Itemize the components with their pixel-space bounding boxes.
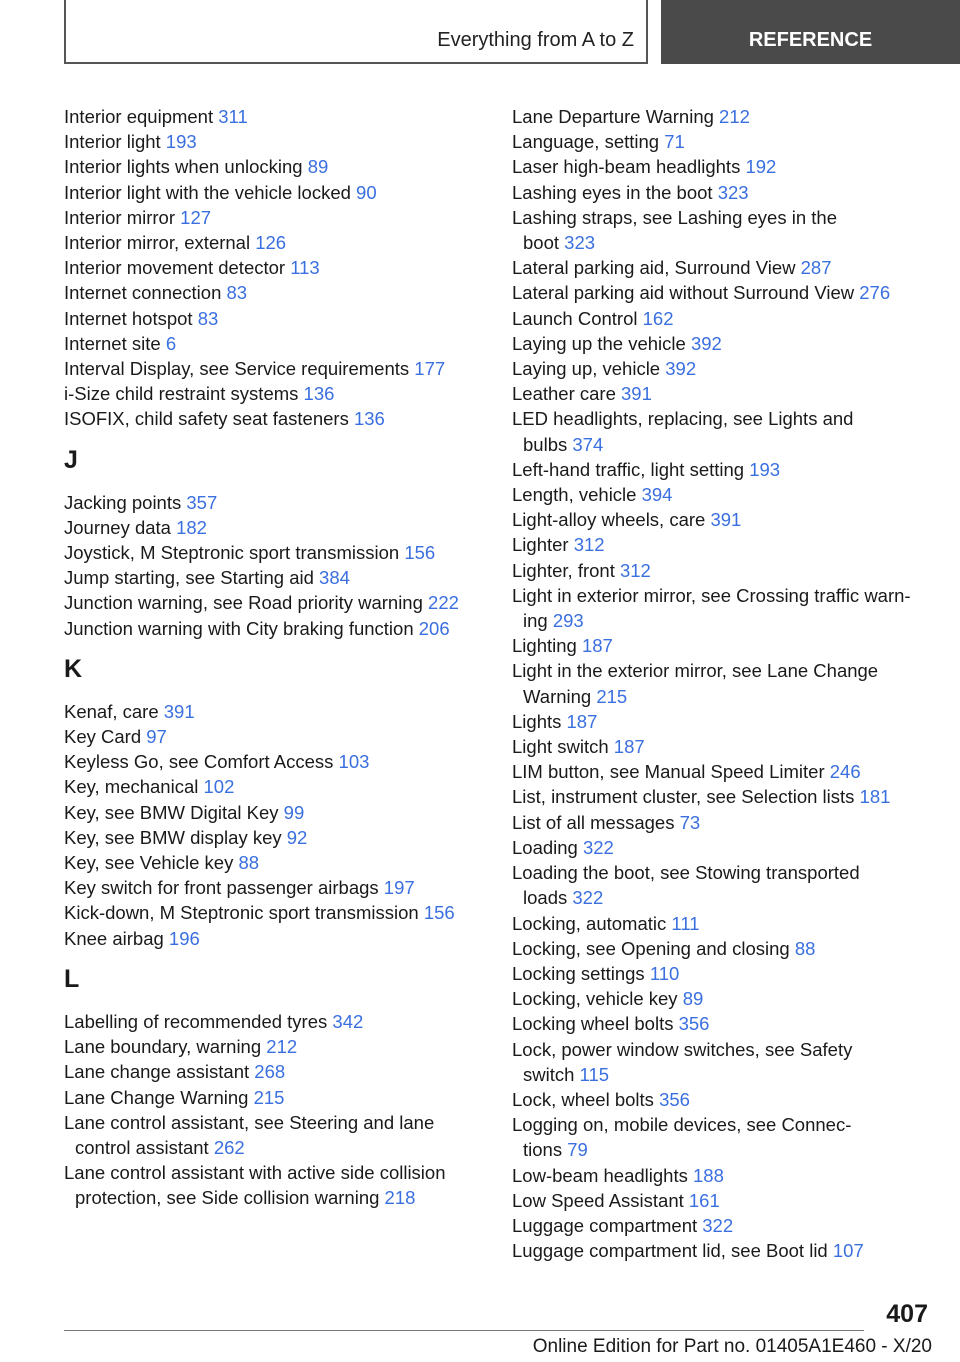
index-page-link[interactable]: 276 — [859, 282, 891, 304]
index-entry-term: Light switch — [512, 736, 609, 758]
index-page-link[interactable]: 73 — [679, 811, 701, 833]
index-page-link[interactable]: 192 — [745, 156, 777, 178]
index-page-link[interactable]: 111 — [671, 912, 700, 934]
index-entry — [64, 331, 484, 356]
index-page-link[interactable]: 187 — [566, 710, 598, 732]
index-page-link[interactable]: 103 — [338, 751, 370, 773]
index-entry-term: List, instrument cluster, see Selection lists — [512, 786, 855, 808]
index-entry-term: Light in the exterior mirror, see Lane Change — [512, 660, 879, 682]
index-entry-term: Logging on, mobile devices, see Connec- — [512, 1114, 852, 1136]
index-page-link[interactable]: 90 — [356, 181, 377, 203]
index-entry — [64, 699, 484, 724]
index-page-link[interactable]: 312 — [619, 559, 651, 581]
index-entry — [64, 306, 484, 331]
index-entry-term: Locking, see Opening and closing — [512, 937, 790, 959]
index-entry — [64, 104, 484, 129]
index-entry-term: Laser high-beam headlights — [512, 156, 741, 178]
index-page-link[interactable]: 83 — [197, 307, 219, 329]
index-entry — [64, 1034, 484, 1059]
index-entry — [64, 590, 484, 615]
index-entry — [512, 507, 932, 532]
index-entry — [512, 986, 932, 1011]
index-entry — [512, 104, 932, 129]
index-entry — [512, 709, 932, 734]
index-page-link[interactable]: 89 — [682, 988, 704, 1010]
index-entry — [64, 565, 484, 590]
page-number: 407 — [886, 1300, 928, 1328]
index-entry-term: Labelling of recommended tyres — [64, 1010, 328, 1032]
index-page-link[interactable]: 293 — [552, 610, 584, 632]
index-entry — [512, 1112, 932, 1162]
index-section-letter: J — [64, 445, 78, 474]
index-entry — [512, 658, 932, 708]
index-page-link[interactable]: 222 — [428, 592, 459, 614]
index-entry — [512, 1188, 932, 1213]
index-entry-term: Laying up the vehicle — [512, 332, 686, 354]
index-section-letter: K — [64, 654, 83, 683]
index-page-link[interactable]: 287 — [800, 257, 832, 279]
index-entry-term: Jacking points — [64, 491, 182, 513]
index-page-link[interactable]: 107 — [832, 1240, 864, 1262]
index-column-right — [512, 104, 932, 1263]
index-page-link[interactable]: 322 — [582, 836, 614, 858]
index-page-link[interactable]: 161 — [688, 1189, 720, 1211]
index-page-link[interactable]: 88 — [794, 937, 816, 959]
index-entry — [512, 936, 932, 961]
index-entry-term: Lateral parking aid, Surround View — [512, 257, 796, 279]
index-entry — [64, 749, 484, 774]
index-entry — [512, 835, 932, 860]
index-entry-term: Locking, automatic — [512, 912, 667, 934]
index-page-link[interactable]: 83 — [226, 282, 248, 304]
index-entry-term: Lock, wheel bolts — [512, 1088, 654, 1110]
index-entry-term: Key, see BMW display key — [64, 826, 282, 848]
index-page-link[interactable]: 193 — [749, 458, 781, 480]
index-page-link[interactable]: 99 — [283, 801, 305, 823]
index-page-link[interactable]: 113 — [290, 257, 320, 279]
index-entry-term: Key, mechanical — [64, 776, 199, 798]
index-entry — [512, 1163, 932, 1188]
index-page-link[interactable]: 392 — [690, 332, 722, 354]
index-page-link[interactable]: 92 — [286, 826, 308, 848]
index-entry — [512, 911, 932, 936]
index-page-link[interactable]: 356 — [678, 1013, 710, 1035]
index-page-link[interactable]: 162 — [642, 307, 674, 329]
index-entry-term-continued: tions — [523, 1139, 563, 1161]
index-entry-term: Junction warning with City braking function — [64, 617, 414, 639]
index-entry — [64, 515, 484, 540]
index-page-link[interactable]: 394 — [641, 484, 673, 506]
index-entry-term: Length, vehicle — [512, 484, 637, 506]
index-entry — [512, 1011, 932, 1036]
index-entry-term: Lateral parking aid without Surround View — [512, 282, 855, 304]
index-entry — [64, 129, 484, 154]
index-entry — [512, 583, 932, 633]
index-page-link[interactable]: 88 — [238, 852, 260, 874]
index-entry — [512, 180, 932, 205]
index-entry-term: Knee airbag — [64, 927, 164, 949]
index-entry-term: Lane Change Warning — [64, 1086, 249, 1108]
index-entry — [512, 255, 932, 280]
index-entry — [512, 129, 932, 154]
index-page-link[interactable]: 182 — [176, 516, 207, 538]
index-entry-term: Key, see Vehicle key — [64, 852, 234, 874]
index-entry-term: Interior equipment — [64, 106, 214, 127]
index-entry — [64, 154, 484, 179]
index-entry — [64, 800, 484, 825]
index-entry-term: Lane control assistant, see Steering and lane — [64, 1111, 435, 1133]
index-page-link[interactable]: 342 — [332, 1010, 364, 1032]
index-entry — [512, 154, 932, 179]
index-entry — [64, 255, 484, 280]
index-entry — [64, 406, 484, 431]
index-entry — [512, 532, 932, 557]
index-page-link[interactable]: 206 — [418, 617, 450, 639]
index-entry-term: Keyless Go, see Comfort Access — [64, 751, 334, 773]
index-entry-term-continued: loads — [523, 887, 568, 909]
index-entry-term: Lighter — [512, 534, 569, 556]
index-entry-term: Light in exterior mirror, see Crossing traffic warn- — [512, 584, 911, 606]
index-entry — [64, 1160, 484, 1210]
index-page-link[interactable]: 136 — [353, 408, 385, 430]
index-entry-term-continued: control assistant — [75, 1136, 209, 1158]
index-page-link[interactable]: 126 — [255, 232, 287, 254]
index-page-link[interactable]: 322 — [572, 887, 604, 909]
index-page-link[interactable]: 312 — [573, 534, 605, 556]
index-entry-term: ISOFIX, child safety seat fasteners — [64, 408, 349, 430]
index-entry — [512, 457, 932, 482]
index-page-link[interactable]: 177 — [414, 358, 446, 380]
header-section-tab — [661, 0, 960, 64]
index-entry — [512, 306, 932, 331]
index-page-link[interactable]: 357 — [186, 491, 218, 513]
header-title: Everything from A to Z — [437, 29, 634, 51]
index-entry — [512, 633, 932, 658]
index-page-link[interactable]: 89 — [307, 156, 329, 178]
index-page-link[interactable]: 187 — [613, 736, 645, 758]
index-entry-term: Lock, power window switches, see Safety — [512, 1038, 853, 1060]
index-entry-term: List of all messages — [512, 811, 675, 833]
index-entry-term: Kick-down, M Steptronic sport transmission — [64, 902, 419, 924]
index-entry — [64, 1085, 484, 1110]
index-page-link[interactable]: 102 — [203, 776, 235, 798]
index-entry-term: LIM button, see Manual Speed Limiter — [512, 761, 825, 783]
index-page-link[interactable]: 391 — [163, 700, 195, 722]
index-entry-term: Luggage compartment — [512, 1214, 698, 1236]
index-entry-term-continued: switch — [523, 1063, 575, 1085]
index-column-left — [64, 104, 484, 1211]
index-entry-term: Lane change assistant — [64, 1061, 250, 1083]
index-entry — [64, 724, 484, 749]
index-entry-term: Lashing eyes in the boot — [512, 181, 713, 203]
index-entry — [512, 482, 932, 507]
index-entry-term: Loading — [512, 836, 578, 858]
index-entry — [64, 280, 484, 305]
index-entry-term: Interior mirror — [64, 206, 176, 228]
index-page-link[interactable]: 115 — [579, 1063, 610, 1085]
index-entry — [64, 230, 484, 255]
index-entry — [64, 850, 484, 875]
index-entry — [512, 860, 932, 910]
index-entry — [512, 356, 932, 381]
index-page-link[interactable]: 97 — [146, 726, 167, 748]
index-entry-term: Key switch for front passenger airbags — [64, 877, 379, 899]
index-page-link[interactable]: 212 — [719, 106, 750, 127]
index-page-link[interactable]: 193 — [165, 131, 197, 153]
index-page-link[interactable]: 110 — [649, 962, 680, 984]
index-page-link[interactable]: 392 — [665, 358, 697, 380]
index-entry-term: Interior mirror, external — [64, 232, 251, 254]
index-entry — [64, 774, 484, 799]
index-entry — [64, 616, 484, 641]
index-entry — [64, 1059, 484, 1084]
index-entry — [512, 381, 932, 406]
index-entry-term: Interior light — [64, 131, 161, 153]
index-entry — [64, 825, 484, 850]
index-page-link[interactable]: 136 — [303, 383, 335, 405]
index-page-link[interactable]: 391 — [621, 383, 652, 405]
footer-divider — [64, 1330, 864, 1331]
index-entry-term-continued: Warning — [523, 685, 592, 707]
index-entry-term: Lane Departure Warning — [512, 106, 714, 127]
index-entry-term: Interior lights when unlocking — [64, 156, 303, 178]
index-page-link[interactable]: 246 — [829, 761, 861, 783]
index-entry-term: Internet connection — [64, 282, 222, 304]
index-page-link[interactable]: 262 — [213, 1136, 245, 1158]
index-entry-term: Jump starting, see Starting aid — [64, 567, 314, 589]
index-page-link[interactable]: 384 — [319, 567, 350, 589]
index-entry-term: Key Card — [64, 726, 142, 748]
index-entry — [512, 331, 932, 356]
index-entry-term: Low Speed Assistant — [512, 1189, 684, 1211]
index-entry — [512, 784, 932, 809]
index-entry-term: Interior movement detector — [64, 257, 286, 279]
index-entry — [64, 540, 484, 565]
index-page-link[interactable]: 181 — [859, 786, 891, 808]
index-entry-term: Left-hand traffic, light setting — [512, 458, 745, 480]
index-page-link[interactable]: 268 — [254, 1061, 286, 1083]
index-page-link[interactable]: 311 — [218, 106, 248, 127]
index-page-link[interactable]: 322 — [702, 1214, 734, 1236]
index-entry-term-continued: bulbs — [523, 433, 568, 455]
index-entry — [64, 926, 484, 951]
index-entry-term: LED headlights, replacing, see Lights and — [512, 408, 854, 430]
index-page-link[interactable]: 323 — [717, 181, 749, 203]
index-entry — [64, 1009, 484, 1034]
index-entry — [64, 875, 484, 900]
index-page-link[interactable]: 356 — [659, 1088, 690, 1110]
index-page-link[interactable]: 156 — [423, 902, 455, 924]
index-entry-term: Leather care — [512, 383, 616, 405]
index-entry-term: Journey data — [64, 516, 171, 538]
index-entry-term: Joystick, M Steptronic sport transmission — [64, 542, 400, 564]
index-entry — [64, 180, 484, 205]
index-page-link[interactable]: 71 — [664, 131, 685, 153]
index-entry — [512, 280, 932, 305]
index-entry-term-continued: boot — [523, 232, 560, 254]
index-entry-term: Kenaf, care — [64, 700, 159, 722]
index-page-link[interactable]: 187 — [581, 635, 613, 657]
index-page-link[interactable]: 127 — [180, 206, 212, 228]
index-entry-term: Laying up, vehicle — [512, 358, 661, 380]
index-entry-term: Key, see BMW Digital Key — [64, 801, 279, 823]
index-entry-term: Interval Display, see Service requirements — [64, 358, 410, 380]
index-page-link[interactable]: 215 — [596, 685, 628, 707]
index-entry-term: Language, setting — [512, 131, 660, 153]
index-entry — [512, 406, 932, 456]
index-entry — [512, 205, 932, 255]
index-entry-term: Lane control assistant with active side collision — [64, 1162, 446, 1184]
index-entry — [64, 490, 484, 515]
index-entry-term: Internet hotspot — [64, 307, 193, 329]
index-entry — [64, 356, 484, 381]
index-entry — [512, 961, 932, 986]
index-entry-term: Lane boundary, warning — [64, 1036, 262, 1058]
index-page-link[interactable]: 218 — [384, 1187, 416, 1209]
index-entry-term: Luggage compartment lid, see Boot lid — [512, 1240, 828, 1262]
index-entry-term: Loading the boot, see Stowing transported — [512, 862, 860, 884]
index-entry — [512, 558, 932, 583]
index-entry-term: i-Size child restraint systems — [64, 383, 299, 405]
index-entry-term: Lighting — [512, 635, 577, 657]
index-entry-term-continued: protection, see Side collision warning — [75, 1187, 380, 1209]
index-entry-term: Junction warning, see Road priority warning — [64, 592, 423, 614]
index-entry-term: Locking settings — [512, 962, 645, 984]
index-page-link[interactable]: 374 — [572, 433, 604, 455]
index-entry — [64, 205, 484, 230]
index-entry-term: Interior light with the vehicle locked — [64, 181, 351, 203]
header-title-box — [64, 0, 648, 64]
index-page-link[interactable]: 215 — [253, 1086, 285, 1108]
index-entry — [512, 810, 932, 835]
index-entry-term: Lights — [512, 710, 562, 732]
index-entry-term: Launch Control — [512, 307, 638, 329]
index-entry — [512, 759, 932, 784]
footer-edition-text: Online Edition for Part no. 01405A1E460 - X/20 — [532, 1336, 932, 1357]
index-page-link[interactable]: 6 — [165, 332, 177, 354]
index-entry-term-continued: ing — [523, 610, 548, 632]
index-entry — [512, 734, 932, 759]
index-page-link[interactable]: 196 — [168, 927, 200, 949]
index-section-letter: L — [64, 964, 80, 993]
index-entry-term: Lighter, front — [512, 559, 615, 581]
header-section-label: REFERENCE — [748, 29, 873, 51]
index-entry-term: Lashing straps, see Lashing eyes in the — [512, 206, 837, 228]
index-entry-term: Locking, vehicle key — [512, 988, 678, 1010]
index-entry — [512, 1037, 932, 1087]
index-entry — [64, 900, 484, 925]
index-page-link[interactable]: 323 — [564, 232, 596, 254]
index-entry-term: Low-beam headlights — [512, 1164, 688, 1186]
index-page-link[interactable]: 212 — [266, 1036, 298, 1058]
index-page-link[interactable]: 188 — [693, 1164, 724, 1186]
index-page-link[interactable]: 197 — [383, 877, 415, 899]
index-entry-term: Internet site — [64, 332, 161, 354]
index-entry-term: Locking wheel bolts — [512, 1013, 674, 1035]
index-page-link[interactable]: 156 — [404, 542, 436, 564]
index-entry — [512, 1213, 932, 1238]
index-page-link[interactable]: 79 — [567, 1139, 588, 1161]
index-entry — [64, 1110, 484, 1160]
index-page-link[interactable]: 391 — [710, 509, 742, 531]
index-entry-term: Light-alloy wheels, care — [512, 509, 706, 531]
index-entry — [512, 1087, 932, 1112]
index-entry — [512, 1238, 932, 1263]
index-entry — [64, 381, 484, 406]
